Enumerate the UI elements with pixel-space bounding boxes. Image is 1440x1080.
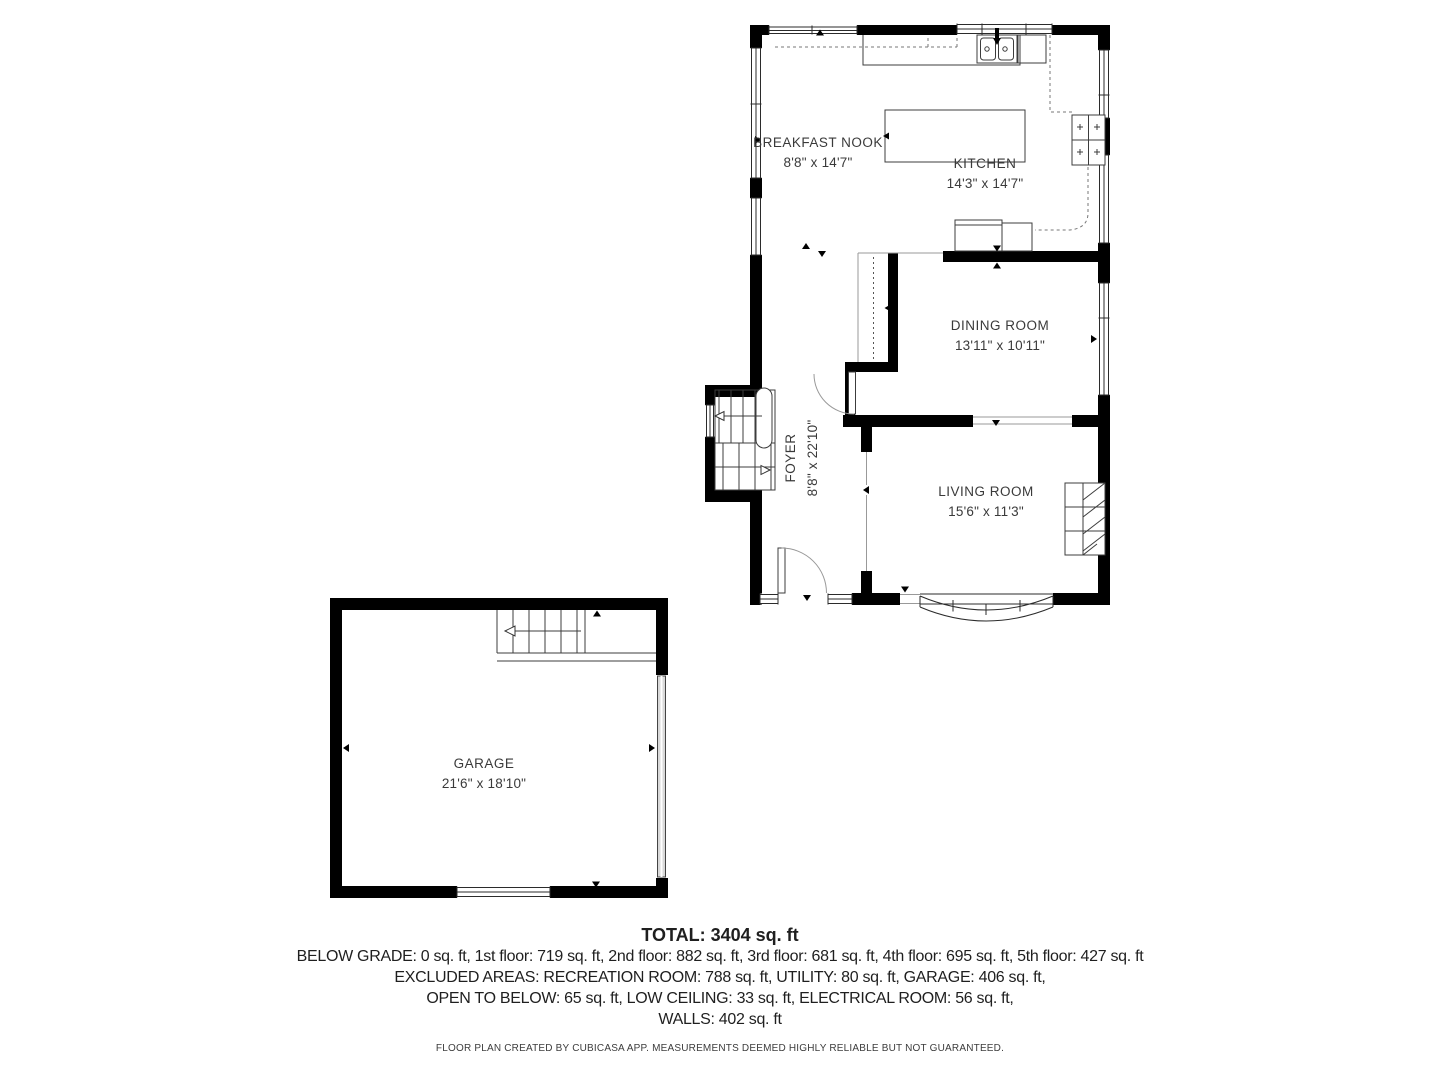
upper-cabinets-dashed (775, 35, 957, 47)
window-left-breakfast (751, 48, 762, 255)
dining-living-opening (973, 417, 1072, 424)
dims-dining-room: 13'11" x 10'11" (954, 338, 1046, 353)
garage-walls (330, 598, 668, 898)
window-top-kitchen (957, 24, 1052, 35)
window-top-breakfast (769, 26, 857, 35)
dims-foyer: 8'8" x 22'10" (805, 419, 820, 497)
bay-window (920, 593, 1053, 621)
excluded-areas-1: EXCLUDED AREAS: RECREATION ROOM: 788 sq. ft, UTILITY: 80 sq. ft, GARAGE: 406 sq. ft, (394, 969, 1046, 986)
label-breakfast-nook: BREAKFAST NOOK (753, 135, 883, 150)
faucet-icon (995, 28, 999, 38)
label-garage: GARAGE (453, 756, 515, 771)
refrigerator (955, 220, 1032, 251)
dims-garage: 21'6" x 18'10" (441, 776, 527, 791)
excluded-areas-2: OPEN TO BELOW: 65 sq. ft, LOW CEILING: 33 sq. ft, ELECTRICAL ROOM: 56 sq. ft, (426, 990, 1014, 1007)
garage-window (457, 887, 550, 898)
disclaimer: FLOOR PLAN CREATED BY CUBICASA APP. MEASUREMENTS DEEMED HIGHLY RELIABLE BUT NOT GUARANTEED. (435, 1043, 1005, 1054)
stair-rail (756, 388, 772, 448)
upper-cabinets-dashed-right (1050, 35, 1072, 112)
area-summary (0, 924, 1440, 1030)
wall-opening-line (900, 595, 920, 604)
garage-door (658, 676, 666, 877)
window-stair-bumpout (706, 405, 715, 437)
label-dining-room: DINING ROOM (950, 318, 1050, 333)
label-living-room: LIVING ROOM (938, 484, 1034, 499)
dishwasher (1018, 35, 1046, 63)
closet-door (814, 372, 856, 414)
window-right-dining (1099, 283, 1110, 395)
garage-staircase (497, 610, 656, 661)
foyer-staircase (715, 388, 775, 490)
dims-breakfast-nook: 8'8" x 14'7" (783, 155, 853, 170)
label-foyer: FOYER (783, 433, 798, 483)
counter-dashed-lower (1035, 167, 1088, 230)
dims-living-room: 15'6" x 11'3" (948, 504, 1024, 519)
dims-kitchen: 14'3" x 14'7" (946, 176, 1024, 191)
total-area: TOTAL: 3404 sq. ft (641, 925, 799, 945)
floors-areas: BELOW GRADE: 0 sq. ft, 1st floor: 719 sq. ft, 2nd floor: 882 sq. ft, 3rd floor: 681 sq. ft, 4th floor: 695 sq. ft, 5th floor: 427 sq. ft (296, 948, 1144, 965)
kitchen-island (885, 110, 1025, 162)
label-kitchen: KITCHEN (953, 156, 1017, 171)
partition-lines (858, 253, 943, 571)
fireplace (1065, 483, 1105, 555)
walls-area: WALLS: 402 sq. ft (658, 1011, 782, 1028)
cooktop (1072, 115, 1105, 165)
front-door (778, 548, 827, 593)
